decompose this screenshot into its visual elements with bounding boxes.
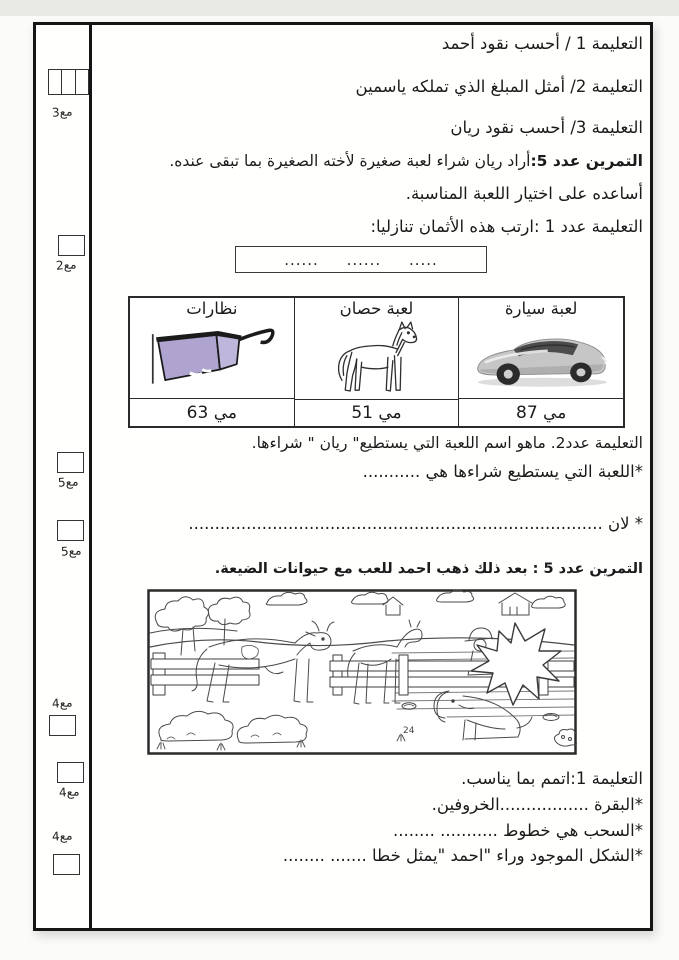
table-header-glasses: نظارات xyxy=(186,299,238,318)
margin-criterion-label: مع4 xyxy=(51,695,73,711)
exercise5-intro-line xyxy=(169,152,643,170)
scan-top-shadow xyxy=(0,0,679,16)
instruction-line-2: التعليمة 2/ أمثل المبلغ الذي تملكه ياسمين xyxy=(355,77,643,96)
table-column-glasses xyxy=(130,298,294,426)
fill-line-cow: *البقرة .................الخروفين. xyxy=(431,795,643,814)
price-table xyxy=(128,296,625,428)
price-cell-glasses: 63 مي xyxy=(186,402,237,423)
completion-instruction: التعليمة 1:اتمم بما يناسب. xyxy=(461,769,643,788)
worksheet-page xyxy=(33,22,653,931)
margin-grade-box xyxy=(57,762,84,783)
horse-toy-image xyxy=(295,318,459,400)
margin-criterion-label: مع5 xyxy=(57,474,79,490)
sort-instruction-line: التعليمة عدد 1 :ارتب هذه الأثمان تنازليا: xyxy=(370,217,643,236)
instruction-line-1: التعليمة 1 / أحسب نقود أحمد xyxy=(441,34,643,53)
grading-margin-strip xyxy=(36,25,92,928)
margin-grade-box xyxy=(53,854,80,875)
car-toy-image xyxy=(459,318,623,398)
exercise5b-line: التمرين عدد 5 : بعد ذلك ذهب احمد للعب مع حيوانات الضيعة. xyxy=(214,561,643,577)
margin-grade-box xyxy=(57,452,84,473)
margin-grade-box xyxy=(49,715,76,736)
question2-line: التعليمة عدد2. ماهو اسم اللعبة التي يستطيع" ريان " شراءها. xyxy=(251,434,643,452)
margin-criterion-label: مع4 xyxy=(51,828,73,844)
table-header-car: لعبة سيارة xyxy=(504,299,578,318)
fill-line-shape: *الشكل الموجود وراء "احمد "يمثل خطا ....... ........ xyxy=(282,846,643,865)
farm-number-label: 24 xyxy=(403,726,415,736)
price-cell-car: 87 مي xyxy=(516,402,567,423)
table-header-horse: لعبة حصان xyxy=(339,299,414,318)
exercise5-help-line: أساعده على اختيار اللعبة المناسبة. xyxy=(405,184,643,203)
glasses-image xyxy=(130,318,294,398)
instruction-line-3: التعليمة 3/ أحسب نقود ريان xyxy=(450,118,643,137)
price-cell-horse: 51 مي xyxy=(351,403,402,423)
grade-box-three-cells xyxy=(48,69,89,95)
table-column-car xyxy=(458,298,623,426)
answer-line-toy: *اللعبة التي يستطيع شراءها هي ........... xyxy=(362,462,643,481)
margin-grade-box xyxy=(57,520,84,541)
margin-grade-box xyxy=(58,235,85,256)
fill-line-clouds: *السحب هي خطوط ........... ........ xyxy=(392,821,643,840)
exercise5-text: أراد ريان شراء لعبة صغيرة لأخته الصغيرة بما تبقى عنده. xyxy=(169,152,531,170)
table-column-horse xyxy=(294,298,459,426)
exercise5-label: التمرين عدد 5: xyxy=(530,152,643,170)
margin-criterion-label: مع4 xyxy=(58,784,80,800)
farm-scene-image xyxy=(147,589,577,755)
margin-criterion-label: مع5 xyxy=(60,543,82,559)
margin-criterion-label: مع2 xyxy=(55,257,77,273)
sort-answer-box: ...... ...... ..... xyxy=(235,246,487,273)
reason-line: * لان ............................................................................... xyxy=(188,514,643,533)
margin-criterion-label: مع3 xyxy=(51,104,73,120)
